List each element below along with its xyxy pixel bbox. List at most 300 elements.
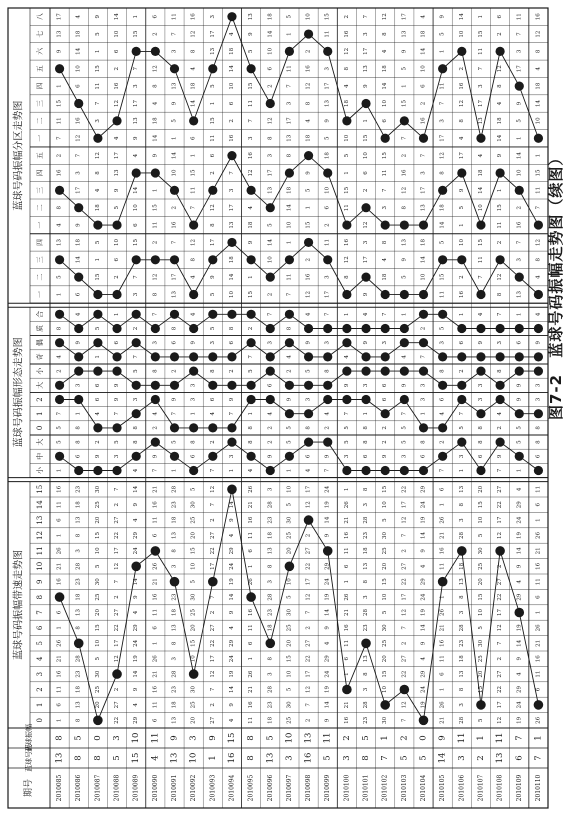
miss-count: 12: [535, 238, 542, 246]
miss-count: 11: [152, 516, 159, 524]
miss-count: 2: [458, 369, 465, 373]
miss-count: 7: [516, 32, 523, 36]
miss-count: 4: [133, 468, 140, 473]
miss-count: 28: [75, 655, 82, 663]
miss-count: 11: [324, 30, 331, 38]
miss-count: 7: [114, 411, 121, 416]
div-col-header: 二: [36, 273, 44, 281]
miss-count: 15: [152, 204, 159, 212]
miss-count: 1: [248, 564, 255, 569]
miss-count: 13: [75, 609, 82, 616]
miss-count: 19: [324, 686, 331, 693]
miss-count: 1: [94, 49, 101, 54]
miss-count: 23: [171, 686, 178, 693]
miss-count: 18: [267, 13, 274, 21]
miss-count: 13: [267, 547, 274, 555]
miss-count: 19: [228, 578, 235, 586]
miss-count: 7: [248, 355, 255, 359]
miss-count: 12: [305, 501, 312, 509]
miss-count: 3: [133, 84, 140, 88]
miss-count: 26: [56, 639, 63, 647]
miss-count: 27: [114, 609, 121, 616]
miss-count: 13: [228, 221, 235, 229]
miss-count: 3: [75, 383, 82, 388]
miss-count: 15: [133, 238, 140, 246]
miss-count: 11: [477, 47, 484, 55]
miss-count: 11: [286, 273, 293, 281]
miss-count: 22: [401, 485, 408, 493]
miss-count: 1: [171, 468, 178, 473]
miss-count: 11: [248, 100, 255, 108]
miss-count: 14: [420, 532, 427, 539]
miss-count: 11: [152, 701, 159, 709]
miss-count: 1: [401, 84, 408, 88]
div-col-header: 三: [36, 100, 44, 108]
miss-count: 30: [94, 670, 101, 678]
miss-count: 1: [75, 411, 82, 416]
period-cell: 2010094: [228, 774, 236, 802]
miss-count: 5: [94, 240, 101, 245]
amp-cell: 13: [303, 732, 314, 744]
miss-count: 14: [420, 256, 427, 264]
blue-cell: 15: [131, 752, 142, 764]
miss-count: 9: [228, 610, 235, 615]
miss-count: 2: [286, 369, 293, 373]
miss-count: 16: [343, 532, 350, 539]
miss-count: 16: [343, 238, 350, 246]
miss-count: 17: [458, 152, 465, 160]
miss-count: 17: [401, 501, 408, 509]
miss-count: 1: [535, 518, 542, 522]
miss-count: 8: [190, 258, 197, 262]
miss-count: 11: [535, 186, 542, 194]
amp-cell: 7: [514, 735, 525, 741]
div-col-header: 一: [36, 221, 44, 229]
miss-count: 9: [516, 383, 523, 388]
miss-count: 9: [324, 454, 331, 459]
miss-count: 27: [209, 716, 216, 724]
miss-count: 26: [535, 624, 542, 632]
miss-count: 7: [420, 355, 427, 359]
miss-count: 15: [343, 186, 350, 194]
miss-count: 1: [190, 153, 197, 158]
period-cell: 2010107: [477, 774, 485, 802]
miss-count: 14: [152, 134, 159, 142]
miss-count: 10: [286, 485, 293, 493]
miss-count: 5: [171, 440, 178, 444]
miss-count: 5: [516, 426, 523, 430]
miss-count: 2: [114, 502, 121, 507]
miss-count: 19: [133, 655, 140, 663]
miss-count: 18: [324, 152, 331, 160]
miss-count: 18: [363, 547, 370, 555]
miss-count: 1: [56, 84, 63, 88]
miss-count: 28: [171, 670, 178, 678]
miss-count: 29: [516, 593, 523, 601]
miss-count: 18: [267, 532, 274, 539]
miss-count: 1: [439, 502, 446, 507]
blue-cell: 5: [112, 755, 123, 761]
miss-count: 7: [267, 312, 274, 317]
miss-count: 4: [133, 153, 140, 158]
shape-col-header: 奇: [36, 353, 44, 361]
header-amp: 蓝球振幅: [25, 724, 33, 752]
miss-count: 8: [75, 718, 82, 723]
miss-count: 2: [458, 67, 465, 71]
miss-count: 5: [248, 49, 255, 54]
miss-count: 20: [477, 485, 484, 493]
amp-col-header: 7: [36, 610, 44, 615]
miss-count: 8: [401, 205, 408, 210]
miss-count: 8: [190, 440, 197, 444]
miss-count: 7: [382, 188, 389, 193]
miss-count: 2: [439, 440, 446, 444]
miss-count: 5: [458, 426, 465, 430]
miss-count: 11: [439, 655, 446, 663]
miss-count: 7: [209, 595, 216, 599]
miss-count: 7: [497, 312, 504, 317]
miss-count: 1: [516, 136, 523, 140]
div-col-header: 一: [36, 134, 44, 142]
miss-count: 6: [535, 595, 542, 599]
miss-count: 28: [267, 501, 274, 509]
miss-count: 18: [75, 686, 82, 693]
miss-count: 10: [286, 221, 293, 229]
miss-count: 10: [286, 670, 293, 678]
miss-count: 4: [324, 641, 331, 646]
miss-count: 5: [190, 487, 197, 492]
blue-cell: 8: [92, 755, 103, 761]
miss-count: 6: [343, 656, 350, 661]
miss-count: 7: [114, 579, 121, 584]
miss-count: 11: [497, 221, 504, 229]
miss-count: 9: [133, 502, 140, 507]
miss-count: 15: [382, 152, 389, 160]
miss-count: 9: [152, 454, 159, 459]
miss-count: 13: [75, 516, 82, 524]
miss-count: 2: [497, 32, 504, 36]
miss-count: 15: [286, 655, 293, 663]
period-cell: 2010109: [515, 774, 523, 802]
miss-count: 4: [535, 67, 542, 71]
miss-count: 7: [56, 136, 63, 140]
miss-count: 7: [171, 240, 178, 245]
miss-count: 14: [458, 13, 465, 21]
miss-count: 18: [286, 186, 293, 194]
miss-count: 6: [516, 340, 523, 345]
miss-count: 8: [267, 564, 274, 569]
miss-count: 16: [56, 169, 63, 177]
miss-count: 6: [75, 84, 82, 88]
miss-count: 6: [209, 153, 216, 158]
miss-count: 1: [228, 468, 235, 473]
miss-count: 7: [535, 205, 542, 210]
miss-count: 12: [382, 13, 389, 21]
miss-count: 27: [305, 639, 312, 647]
miss-count: 1: [458, 223, 465, 227]
miss-count: 11: [56, 501, 63, 509]
miss-count: 18: [75, 30, 82, 38]
miss-count: 6: [267, 383, 274, 388]
period-cell: 2010093: [209, 774, 217, 802]
miss-count: 9: [56, 49, 63, 54]
miss-count: 14: [75, 256, 82, 264]
miss-count: 11: [56, 117, 63, 125]
miss-count: 4: [248, 468, 255, 473]
blue-cell: 8: [246, 755, 257, 761]
shape-col-header: 大: [36, 381, 44, 389]
miss-count: 3: [458, 518, 465, 522]
amp-col-header: 6: [36, 625, 44, 631]
miss-count: 15: [439, 273, 446, 281]
miss-count: 1: [458, 312, 465, 317]
miss-count: 15: [497, 204, 504, 212]
miss-count: 6: [228, 101, 235, 106]
miss-count: 2: [497, 426, 504, 430]
miss-count: 4: [56, 223, 63, 227]
miss-count: 3: [305, 397, 312, 402]
miss-count: 16: [152, 686, 159, 693]
miss-count: 26: [535, 716, 542, 724]
miss-count: 24: [324, 485, 331, 493]
miss-count: 2: [305, 626, 312, 630]
miss-count: 8: [75, 533, 82, 538]
miss-count: 12: [497, 716, 504, 724]
miss-count: 9: [516, 656, 523, 661]
miss-count: 6: [439, 487, 446, 492]
miss-count: 12: [114, 655, 121, 663]
miss-count: 17: [56, 13, 63, 21]
miss-count: 8: [133, 440, 140, 444]
miss-count: 3: [382, 340, 389, 345]
miss-count: 15: [190, 169, 197, 177]
miss-count: 8: [458, 687, 465, 692]
miss-count: 3: [458, 703, 465, 707]
miss-count: 10: [535, 117, 542, 125]
amp-col-header: 4: [36, 656, 44, 661]
miss-count: 27: [497, 578, 504, 586]
miss-count: 11: [535, 578, 542, 586]
miss-count: 29: [420, 670, 427, 678]
miss-count: 3: [114, 454, 121, 459]
miss-count: 9: [516, 564, 523, 569]
miss-count: 6: [75, 292, 82, 297]
miss-count: 13: [363, 655, 370, 663]
miss-count: 14: [190, 100, 197, 108]
miss-count: 12: [363, 221, 370, 229]
period-cell: 2010087: [94, 774, 102, 802]
miss-count: 28: [267, 686, 274, 693]
miss-count: 9: [94, 14, 101, 19]
miss-count: 5: [343, 153, 350, 158]
miss-count: 23: [171, 593, 178, 601]
miss-count: 22: [497, 501, 504, 509]
miss-count: 3: [267, 340, 274, 345]
miss-count: 2: [171, 369, 178, 373]
miss-count: 8: [305, 101, 312, 106]
miss-count: 1: [133, 14, 140, 19]
amp-cell: 8: [246, 735, 257, 741]
miss-count: 16: [228, 134, 235, 142]
miss-count: 3: [497, 340, 504, 345]
miss-count: 17: [133, 100, 140, 108]
miss-count: 7: [497, 468, 504, 473]
miss-count: 8: [535, 49, 542, 54]
miss-count: 16: [190, 13, 197, 21]
period-cell: 2010103: [400, 774, 408, 802]
miss-count: 11: [477, 256, 484, 264]
miss-count: 3: [228, 188, 235, 193]
miss-count: 10: [190, 655, 197, 663]
miss-count: 29: [133, 532, 140, 539]
miss-count: 3: [363, 687, 370, 692]
miss-count: 25: [190, 609, 197, 616]
miss-count: 8: [324, 369, 331, 373]
blue-cell: 5: [322, 755, 333, 761]
miss-count: 9: [497, 153, 504, 158]
miss-count: 4: [190, 67, 197, 71]
miss-count: 2: [267, 440, 274, 444]
miss-count: 14: [171, 152, 178, 160]
miss-count: 2: [267, 292, 274, 297]
miss-count: 11: [439, 82, 446, 90]
miss-count: 4: [75, 312, 82, 317]
miss-count: 28: [458, 532, 465, 539]
miss-count: 8: [382, 240, 389, 245]
miss-count: 2: [114, 67, 121, 71]
miss-count: 9: [305, 340, 312, 345]
miss-count: 8: [56, 326, 63, 331]
miss-count: 17: [209, 30, 216, 38]
miss-count: 15: [248, 291, 255, 299]
blue-cell: 5: [399, 755, 410, 761]
shape-col-header: 大: [36, 438, 44, 446]
miss-count: 6: [420, 84, 427, 88]
miss-count: 11: [382, 169, 389, 177]
miss-count: 12: [190, 238, 197, 246]
miss-count: 8: [535, 440, 542, 444]
miss-count: 9: [190, 340, 197, 345]
miss-count: 2: [458, 275, 465, 279]
miss-count: 9: [133, 595, 140, 599]
miss-count: 23: [363, 624, 370, 632]
miss-count: 6: [382, 383, 389, 388]
miss-count: 22: [209, 639, 216, 647]
miss-count: 1: [248, 656, 255, 661]
miss-count: 15: [477, 686, 484, 693]
miss-count: 17: [401, 593, 408, 601]
miss-count: 9: [477, 340, 484, 345]
miss-count: 18: [75, 501, 82, 509]
miss-count: 8: [209, 369, 216, 373]
miss-count: 6: [535, 454, 542, 459]
miss-count: 16: [420, 117, 427, 125]
miss-count: 11: [248, 532, 255, 539]
miss-count: 22: [114, 532, 121, 539]
miss-count: 27: [209, 624, 216, 632]
miss-count: 10: [343, 134, 350, 142]
miss-count: 2: [382, 426, 389, 430]
miss-count: 27: [114, 701, 121, 709]
miss-count: 18: [75, 238, 82, 246]
miss-count: 5: [248, 369, 255, 373]
miss-count: 19: [420, 516, 427, 524]
miss-count: 17: [497, 609, 504, 616]
miss-count: 4: [94, 188, 101, 193]
miss-count: 16: [171, 221, 178, 229]
miss-count: 16: [343, 624, 350, 632]
miss-count: 23: [363, 532, 370, 539]
miss-count: 14: [516, 152, 523, 160]
figure-title: 蓝球号码振幅走势图（续图）: [547, 149, 565, 358]
miss-count: 9: [516, 397, 523, 402]
miss-count: 15: [535, 169, 542, 177]
miss-count: 5: [477, 626, 484, 630]
miss-count: 2: [516, 205, 523, 210]
miss-count: 8: [152, 84, 159, 88]
miss-count: 16: [305, 273, 312, 281]
period-cell: 2010110: [534, 774, 542, 802]
miss-count: 8: [286, 326, 293, 331]
miss-count: 12: [114, 562, 121, 570]
miss-count: 3: [458, 454, 465, 459]
miss-count: 23: [363, 716, 370, 724]
miss-count: 5: [286, 14, 293, 19]
miss-count: 3: [363, 502, 370, 507]
miss-count: 5: [209, 326, 216, 331]
miss-count: 23: [75, 578, 82, 586]
miss-count: 16: [343, 716, 350, 724]
miss-count: 30: [190, 686, 197, 693]
miss-count: 13: [516, 291, 523, 299]
miss-count: 4: [305, 119, 312, 123]
div-col-header: 七: [36, 30, 44, 38]
period-cell: 2010101: [362, 774, 370, 802]
miss-count: 6: [248, 549, 255, 553]
miss-count: 16: [152, 593, 159, 601]
miss-count: 8: [363, 440, 370, 444]
shape-col-header: 合: [36, 310, 44, 318]
miss-count: 4: [267, 411, 274, 416]
miss-count: 2: [94, 440, 101, 444]
miss-count: 5: [286, 426, 293, 430]
miss-count: 21: [535, 547, 542, 555]
amp-cell: 9: [169, 735, 180, 741]
miss-count: 11: [171, 13, 178, 21]
div-col-header: 四: [36, 238, 44, 246]
miss-count: 9: [535, 340, 542, 345]
miss-count: 26: [439, 701, 446, 709]
miss-count: 1: [363, 119, 370, 123]
miss-count: 12: [114, 100, 121, 108]
miss-count: 8: [458, 595, 465, 599]
miss-count: 22: [497, 686, 504, 693]
miss-count: 6: [248, 641, 255, 646]
miss-count: 11: [248, 624, 255, 632]
amp-col-header: 8: [36, 594, 44, 600]
miss-count: 24: [516, 516, 523, 524]
miss-count: 10: [133, 204, 140, 212]
miss-count: 4: [228, 32, 235, 36]
miss-count: 14: [228, 65, 235, 73]
miss-count: 7: [209, 687, 216, 692]
miss-count: 3: [477, 84, 484, 88]
miss-count: 13: [477, 117, 484, 125]
miss-count: 3: [267, 672, 274, 676]
miss-count: 16: [458, 291, 465, 299]
miss-count: 7: [324, 312, 331, 317]
miss-count: 8: [190, 49, 197, 54]
